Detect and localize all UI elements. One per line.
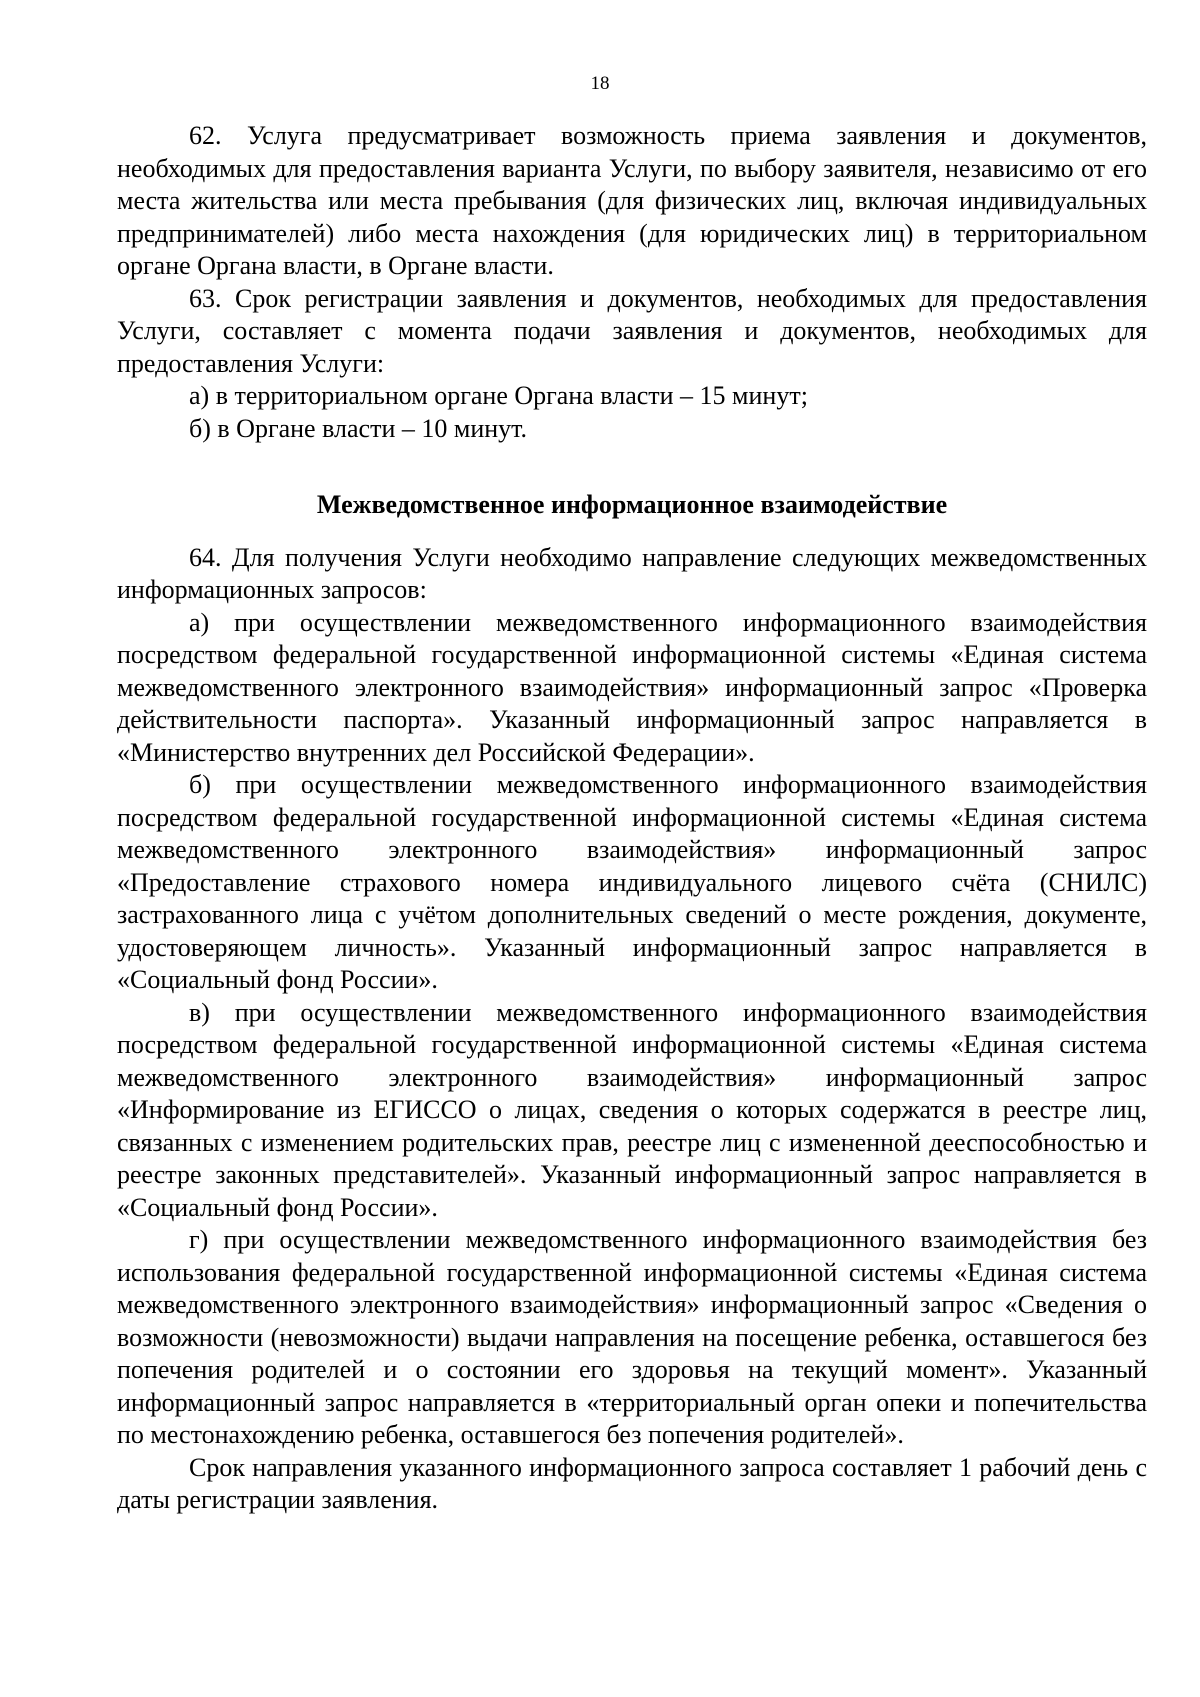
paragraph-64-item-a: а) при осуществлении межведомственного информационного взаимодействия посредством федеральной государственной информационной системы «Единая система межведомственного электронного взаимодействия» информационный запрос «Проверка действительности паспорта». Указанный информационный запрос направляется в «Министерство внутренних дел Российской Федерации». [117,607,1147,767]
spacer [117,445,1147,489]
paragraph-62: 62. Услуга предусматривает возможность приема заявления и документов, необходимых для предоставления варианта Услуги, по выбору заявителя, независимо от его места жительства или места пребывания (для физических лиц, включая индивидуальных предпринимателей) либо места нахождения (для юридических лиц) в территориальном органе Органа власти, в Органе власти. [117,121,1147,280]
section-heading: Межведомственное информационное взаимодействие [316,490,948,519]
paragraph-63: 63. Срок регистрации заявления и документов, необходимых для предоставления Услуги, составляет с момента подачи заявления и документов, необходимых для предоставления Услуги: [117,283,1147,378]
paragraph-63-item-b: б) в Органе власти – 10 минут. [189,413,528,443]
paragraph-64-item-g: г) при осуществлении межведомственного информационного взаимодействия без использования федеральной государственной информационной системы «Единая система межведомственного электронного взаимодействия» информационный запрос «Сведения о возможности (невозможности) выдачи направления на посещение ребенка, оставшегося без попечения родителей и о состоянии его здоровья на текущий момент». Указанный информационный запрос направляется в «территориальный орган опеки и попечительства по местонахождению ребенка, оставшегося без попечения родителей». [117,1225,1147,1449]
page-number: 18 [590,73,610,94]
paragraph-64-item-v: в) при осуществлении межведомственного информационного взаимодействия посредством федеральной государственной информационной системы «Единая система межведомственного электронного взаимодействия» информационный запрос «Информирование из ЕГИССО о лицах, сведения о которых содержатся в реестре лиц, связанных с изменением родительских прав, реестре лиц с измененной дееспособностью и реестре законных представителей». Указанный информационный запрос направляется в «Социальный фонд России». [117,997,1147,1222]
paragraph-64-item-b: б) при осуществлении межведомственного информационного взаимодействия посредством федеральной государственной информационной системы «Единая система межведомственного электронного взаимодействия» информационный запрос «Предоставление страхового номера индивидуального лицевого счёта (СНИЛС) застрахованного лица с учётом дополнительных сведений о месте рождения, документе, удостоверяющем личность». Указанный информационный запрос направляется в «Социальный фонд России». [117,770,1147,994]
paragraph-deadline: Срок направления указанного информационного запроса составляет 1 рабочий день с даты регистрации заявления. [117,1452,1147,1514]
document-body [117,120,1147,1517]
paragraph-63-item-a: а) в территориальном органе Органа власти – 15 минут; [189,381,808,410]
paragraph-64: 64. Для получения Услуги необходимо направление следующих межведомственных информационных запросов: [117,542,1147,604]
spacer [117,522,1147,542]
